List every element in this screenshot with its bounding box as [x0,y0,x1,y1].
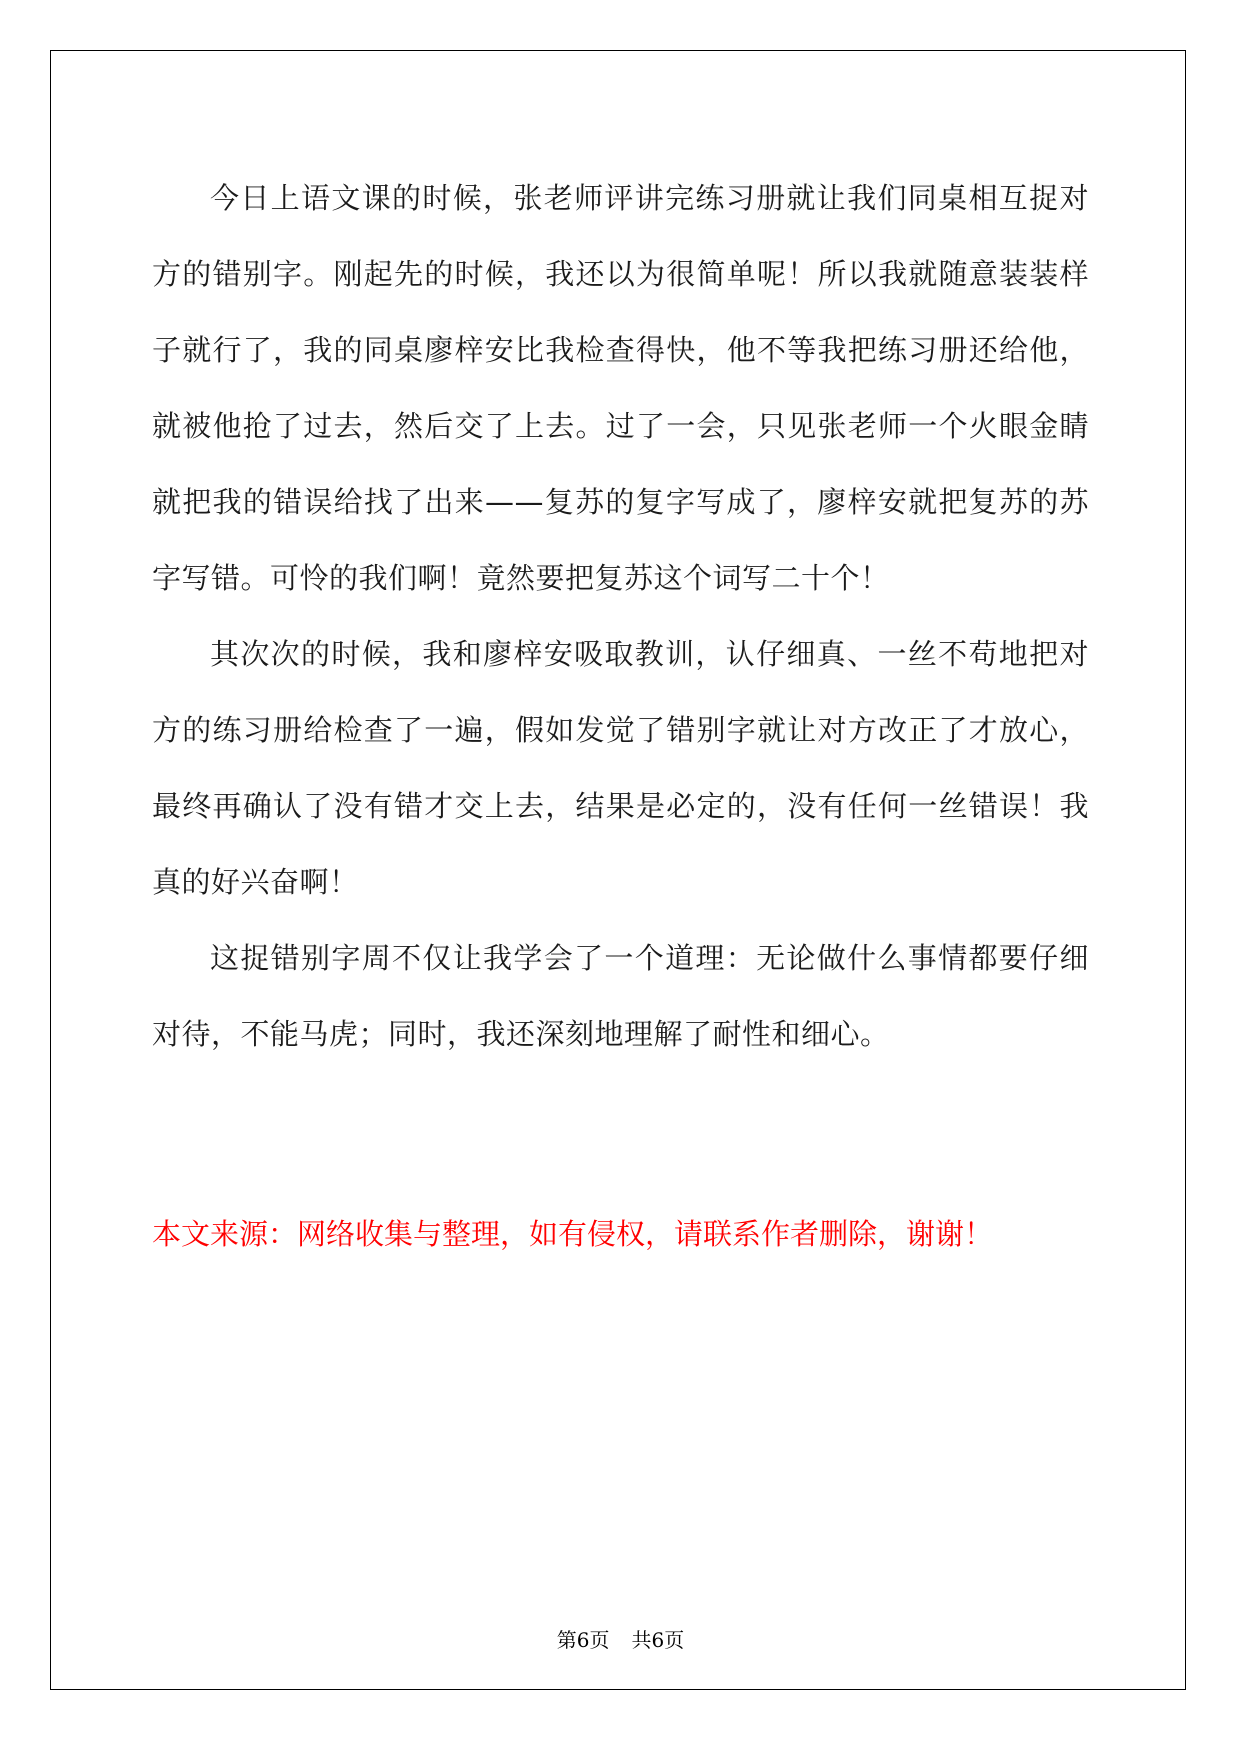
paragraph-3: 这捉错别字周不仅让我学会了一个道理：无论做什么事情都要仔细对待，不能马虎；同时，我还深刻地理解了耐性和细心。 [152,941,1089,1051]
page-footer [0,1624,1241,1653]
document-body [152,160,1089,1072]
paragraph-2: 其次次的时候，我和廖梓安吸取教训，认仔细真、一丝不苟地把对方的练习册给检查了一遍，假如发觉了错别字就让对方改正了才放心，最终再确认了没有错才交上去，结果是必定的，没有任何一丝错误！我真的好兴奋啊！ [152,637,1089,899]
page-number: 第6页 [556,1628,610,1652]
paragraph-1: 今日上语文课的时候，张老师评讲完练习册就让我们同桌相互捉对方的错别字。刚起先的时候，我还以为很简单呢！所以我就随意装装样子就行了，我的同桌廖梓安比我检查得快，他不等我把练习册还给他，就被他抢了过去，然后交了上去。过了一会，只见张老师一个火眼金睛就把我的错误给找了出来——复苏的复字写成了，廖梓安就把复苏的苏字写错。可怜的我们啊！竟然要把复苏这个词写二十个！ [152,181,1089,595]
source-disclaimer: 本文来源：网络收集与整理，如有侵权，请联系作者删除，谢谢！ [152,1217,994,1251]
page-total: 共6页 [631,1628,685,1652]
